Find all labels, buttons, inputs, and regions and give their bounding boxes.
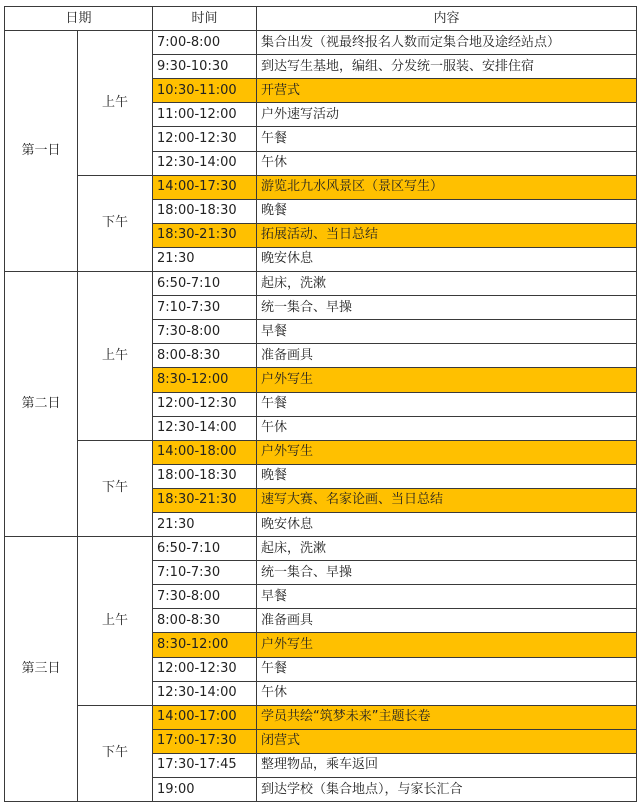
time-cell: 7:30-8:00 — [153, 585, 257, 609]
content-cell: 到达写生基地，编组、分发统一服装、安排住宿 — [257, 55, 637, 79]
header-time: 时间 — [153, 7, 257, 31]
table-row — [5, 440, 637, 464]
content-cell: 速写大赛、名家论画、当日总结 — [257, 488, 637, 512]
content-cell: 晚安休息 — [257, 512, 637, 536]
content-cell: 准备画具 — [257, 609, 637, 633]
time-cell: 17:30-17:45 — [153, 753, 257, 777]
period-label: 下午 — [78, 705, 153, 801]
time-cell: 12:30-14:00 — [153, 681, 257, 705]
period-label: 上午 — [78, 537, 153, 706]
time-cell: 6:50-7:10 — [153, 272, 257, 296]
time-cell: 8:30-12:00 — [153, 368, 257, 392]
time-cell: 19:00 — [153, 778, 257, 802]
content-cell: 早餐 — [257, 585, 637, 609]
content-cell: 开营式 — [257, 79, 637, 103]
header-row — [5, 7, 637, 31]
day-label: 第一日 — [5, 31, 78, 272]
time-cell: 7:10-7:30 — [153, 561, 257, 585]
content-cell: 到达学校（集合地点），与家长汇合 — [257, 778, 637, 802]
period-label: 上午 — [78, 272, 153, 441]
time-cell: 21:30 — [153, 512, 257, 536]
content-cell: 晚餐 — [257, 464, 637, 488]
schedule-table — [4, 6, 637, 802]
table-row — [5, 705, 637, 729]
content-cell: 午餐 — [257, 127, 637, 151]
content-cell: 统一集合、早操 — [257, 296, 637, 320]
table-row — [5, 537, 637, 561]
day-label: 第三日 — [5, 537, 78, 802]
time-cell: 17:00-17:30 — [153, 729, 257, 753]
time-cell: 12:30-14:00 — [153, 416, 257, 440]
content-cell: 户外写生 — [257, 368, 637, 392]
time-cell: 8:00-8:30 — [153, 609, 257, 633]
content-cell: 午休 — [257, 151, 637, 175]
table-row — [5, 272, 637, 296]
period-label: 下午 — [78, 440, 153, 536]
time-cell: 12:00-12:30 — [153, 657, 257, 681]
schedule-body — [5, 31, 637, 802]
period-label: 上午 — [78, 31, 153, 176]
day-label: 第二日 — [5, 272, 78, 537]
time-cell: 18:00-18:30 — [153, 199, 257, 223]
time-cell: 12:00-12:30 — [153, 392, 257, 416]
table-row — [5, 31, 637, 55]
time-cell: 18:30-21:30 — [153, 223, 257, 247]
content-cell: 准备画具 — [257, 344, 637, 368]
content-cell: 午餐 — [257, 657, 637, 681]
content-cell: 集合出发（视最终报名人数而定集合地及途经站点） — [257, 31, 637, 55]
time-cell: 7:10-7:30 — [153, 296, 257, 320]
time-cell: 12:00-12:30 — [153, 127, 257, 151]
content-cell: 午休 — [257, 416, 637, 440]
content-cell: 整理物品，乘车返回 — [257, 753, 637, 777]
content-cell: 起床，洗漱 — [257, 537, 637, 561]
time-cell: 11:00-12:00 — [153, 103, 257, 127]
time-cell: 12:30-14:00 — [153, 151, 257, 175]
time-cell: 18:30-21:30 — [153, 488, 257, 512]
time-cell: 10:30-11:00 — [153, 79, 257, 103]
content-cell: 午休 — [257, 681, 637, 705]
time-cell: 21:30 — [153, 247, 257, 271]
content-cell: 游览北九水风景区（景区写生） — [257, 175, 637, 199]
content-cell: 拓展活动、当日总结 — [257, 223, 637, 247]
content-cell: 早餐 — [257, 320, 637, 344]
content-cell: 学员共绘“筑梦未来”主题长卷 — [257, 705, 637, 729]
time-cell: 8:30-12:00 — [153, 633, 257, 657]
table-row — [5, 175, 637, 199]
time-cell: 8:00-8:30 — [153, 344, 257, 368]
header-content: 内容 — [257, 7, 637, 31]
time-cell: 9:30-10:30 — [153, 55, 257, 79]
content-cell: 统一集合、早操 — [257, 561, 637, 585]
content-cell: 户外速写活动 — [257, 103, 637, 127]
content-cell: 午餐 — [257, 392, 637, 416]
time-cell: 18:00-18:30 — [153, 464, 257, 488]
time-cell: 7:30-8:00 — [153, 320, 257, 344]
time-cell: 7:00-8:00 — [153, 31, 257, 55]
period-label: 下午 — [78, 175, 153, 271]
content-cell: 户外写生 — [257, 633, 637, 657]
content-cell: 闭营式 — [257, 729, 637, 753]
content-cell: 晚餐 — [257, 199, 637, 223]
content-cell: 起床，洗漱 — [257, 272, 637, 296]
content-cell: 户外写生 — [257, 440, 637, 464]
time-cell: 6:50-7:10 — [153, 537, 257, 561]
time-cell: 14:00-17:00 — [153, 705, 257, 729]
header-date: 日期 — [5, 7, 153, 31]
time-cell: 14:00-17:30 — [153, 175, 257, 199]
content-cell: 晚安休息 — [257, 247, 637, 271]
time-cell: 14:00-18:00 — [153, 440, 257, 464]
